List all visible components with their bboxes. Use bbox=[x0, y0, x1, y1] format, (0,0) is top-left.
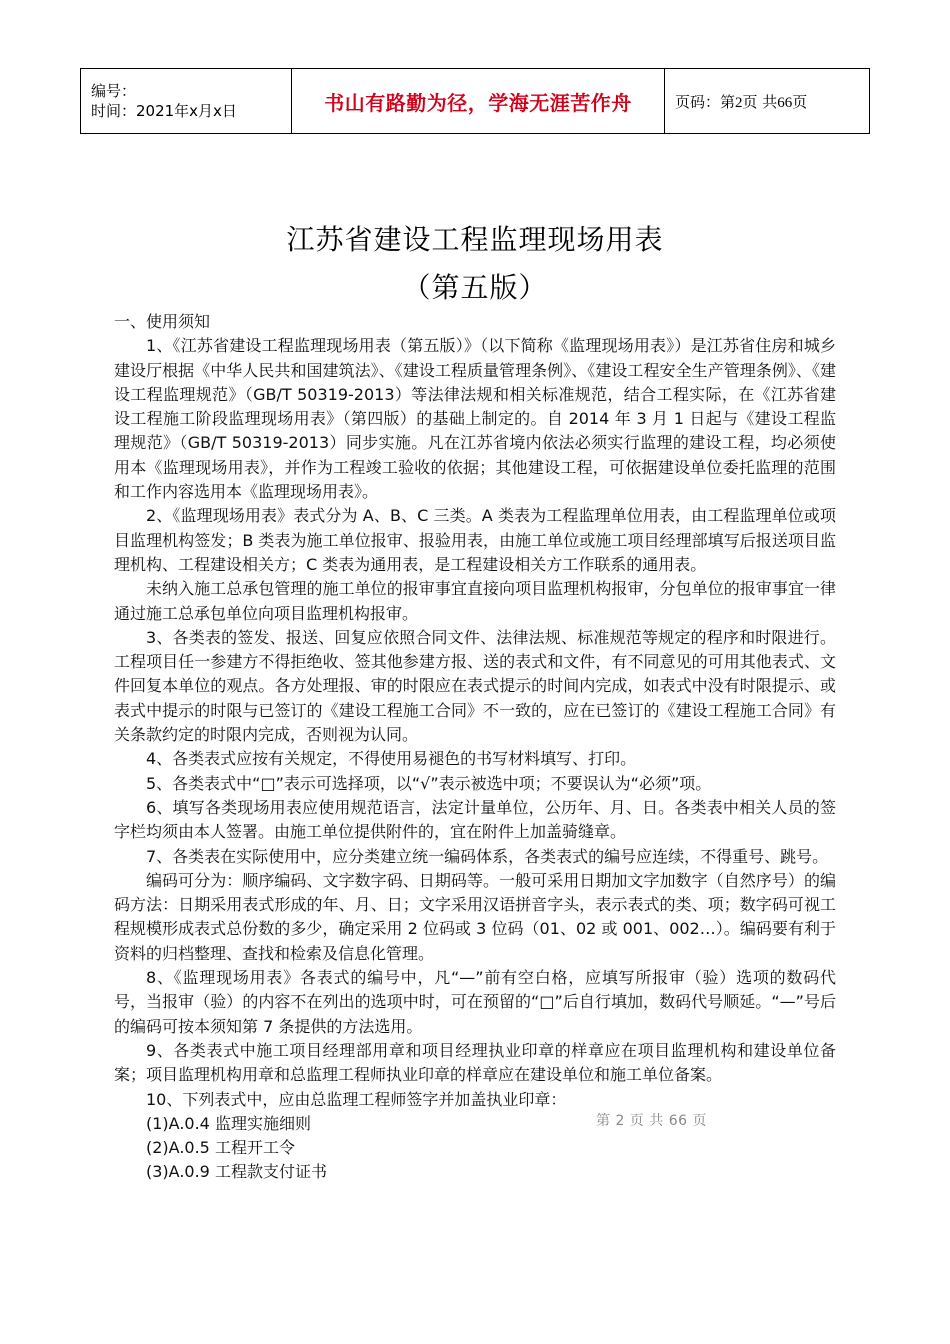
page-suffix: 页 bbox=[792, 92, 808, 111]
paragraph-1: 1、《江苏省建设工程监理现场用表（第五版）》（以下简称《监理现场用表》）是江苏省住房和城乡建设厅根据《中华人民共和国建筑法》、《建设工程质量管理条例》、《建设工程安全生产管理条例》、《建设工程监理规范》（GB/T 50319-2013）等法律法规和相关标准规范，结合工程实际，在《江苏省建设工程施工阶段监理现场用表》（第四版）的基础上制定的。自 2014 年 3 月 1 日起与《建设工程监理规范》（GB/T 50319-2013）同步实施。凡在江苏省境内依法必须实行监理的建设工程，均必须使用本《监理现场用表》，并作为工程竣工验收的依据；其他建设工程，可依据建设单位委托监理的范围和工作内容选用本《监理现场用表》。 bbox=[114, 336, 836, 502]
paragraph-7-coding: 编码可分为：顺序编码、文字数字码、日期码等。一般可采用日期加文字加数字（自然序号）的编码方法：日期采用表式形成的年、月、日；文字采用汉语拼音字头，表示表式的类、项；数字码可视工程规模形成表式总份数的多少，确定采用 2 位码或 3 位码（01、02 或 001、002…）。编码要有利于资料的归档整理、查找和检索及信息化管理。 bbox=[114, 870, 836, 963]
list-item: (1)A.0.4 监理实施细则 bbox=[146, 1113, 311, 1133]
time-label: 时间：2021年x月x日 bbox=[91, 102, 237, 120]
section-heading: 一、使用须知 bbox=[114, 312, 211, 331]
paragraph-2: 2、《监理现场用表》表式分为 A、B、C 三类。A 类表为工程监理单位用表，由工程监理单位或项目监理机构签发；B 类表为施工单位报审、报验用表，由施工单位或施工项目经理部填写后报送项目监理机构、工程建设相关方；C 类表为通用表，是工程建设相关方工作联系的通用表。 bbox=[114, 506, 836, 574]
paragraph-7: 7、各类表在实际使用中，应分类建立统一编码体系，各类表式的编号应连续，不得重号、跳号。 bbox=[146, 846, 829, 866]
code-label: 编号： bbox=[91, 82, 137, 100]
document-title: 江苏省建设工程监理现场用表 bbox=[286, 223, 664, 256]
page-total: 66 bbox=[777, 94, 793, 111]
paragraph-10: 10、下列表式中，应由总监理工程师签字并加盖执业印章： bbox=[146, 1089, 567, 1109]
list-item: (2)A.0.5 工程开工令 bbox=[146, 1138, 295, 1158]
paragraph-6: 6、填写各类现场用表应使用规范语言，法定计量单位，公历年、月、日。各类表中相关人员的签字栏均须由本人签署。由施工单位提供附件的，宜在附件上加盖骑缝章。 bbox=[114, 797, 836, 842]
document-body bbox=[114, 310, 836, 1185]
document-header-table bbox=[80, 68, 870, 134]
header-page-info bbox=[665, 69, 870, 134]
paragraph-8: 8、《监理现场用表》各表式的编号中，凡“—”前有空白格，应填写所报审（验）选项的数码代号，当报审（验）的内容不在列出的选项中时，可在预留的“□”后自行填加，数码代号顺延。“—”号后的编码可按本须知第 7 条提供的方法选用。 bbox=[114, 968, 836, 1036]
page-current: 2 bbox=[735, 94, 743, 111]
page-prefix: 页码：第 bbox=[675, 92, 736, 111]
header-motto: 书山有路勤为径，学海无涯苦作舟 bbox=[292, 69, 665, 134]
document-edition: （第五版） bbox=[402, 271, 548, 304]
header-meta-cell bbox=[81, 69, 292, 134]
paragraph-2-note: 未纳入施工总承包管理的施工单位的报审事宜直接向项目监理机构报审，分包单位的报审事宜一律通过施工总承包单位向项目监理机构报审。 bbox=[114, 579, 836, 623]
paragraph-5: 5、各类表式中“□”表示可选择项，以“√”表示被选中项；不要误认为“必须”项。 bbox=[146, 773, 712, 793]
paragraph-9: 9、各类表式中施工项目经理部用章和项目经理执业印章的样章应在项目监理机构和建设单位备案；项目监理机构用章和总监理工程师执业印章的样章应在建设单位和施工单位备案。 bbox=[114, 1040, 836, 1085]
paragraph-3: 3、各类表的签发、报送、回复应依照合同文件、法律法规、标准规范等规定的程序和时限进行。工程项目任一参建方不得拒绝收、签其他参建方报、送的表式和文件，有不同意见的可用其他表式、文件回复本单位的观点。各方处理报、审的时限应在表式提示的时间内完成，如表式中没有时限提示、或表式中提示的时限与已签订的《建设工程施工合同》不一致的，应在已签订的《建设工程施工合同》有关条款约定的时限内完成，否则视为认同。 bbox=[114, 627, 836, 745]
page-footer-overlay: 第 2 页 共 66 页 bbox=[596, 1113, 707, 1129]
page-middle: 页 共 bbox=[742, 92, 778, 111]
list-item: (3)A.0.9 工程款支付证书 bbox=[146, 1162, 327, 1182]
paragraph-4: 4、各类表式应按有关规定，不得使用易褪色的书写材料填写、打印。 bbox=[146, 749, 637, 769]
